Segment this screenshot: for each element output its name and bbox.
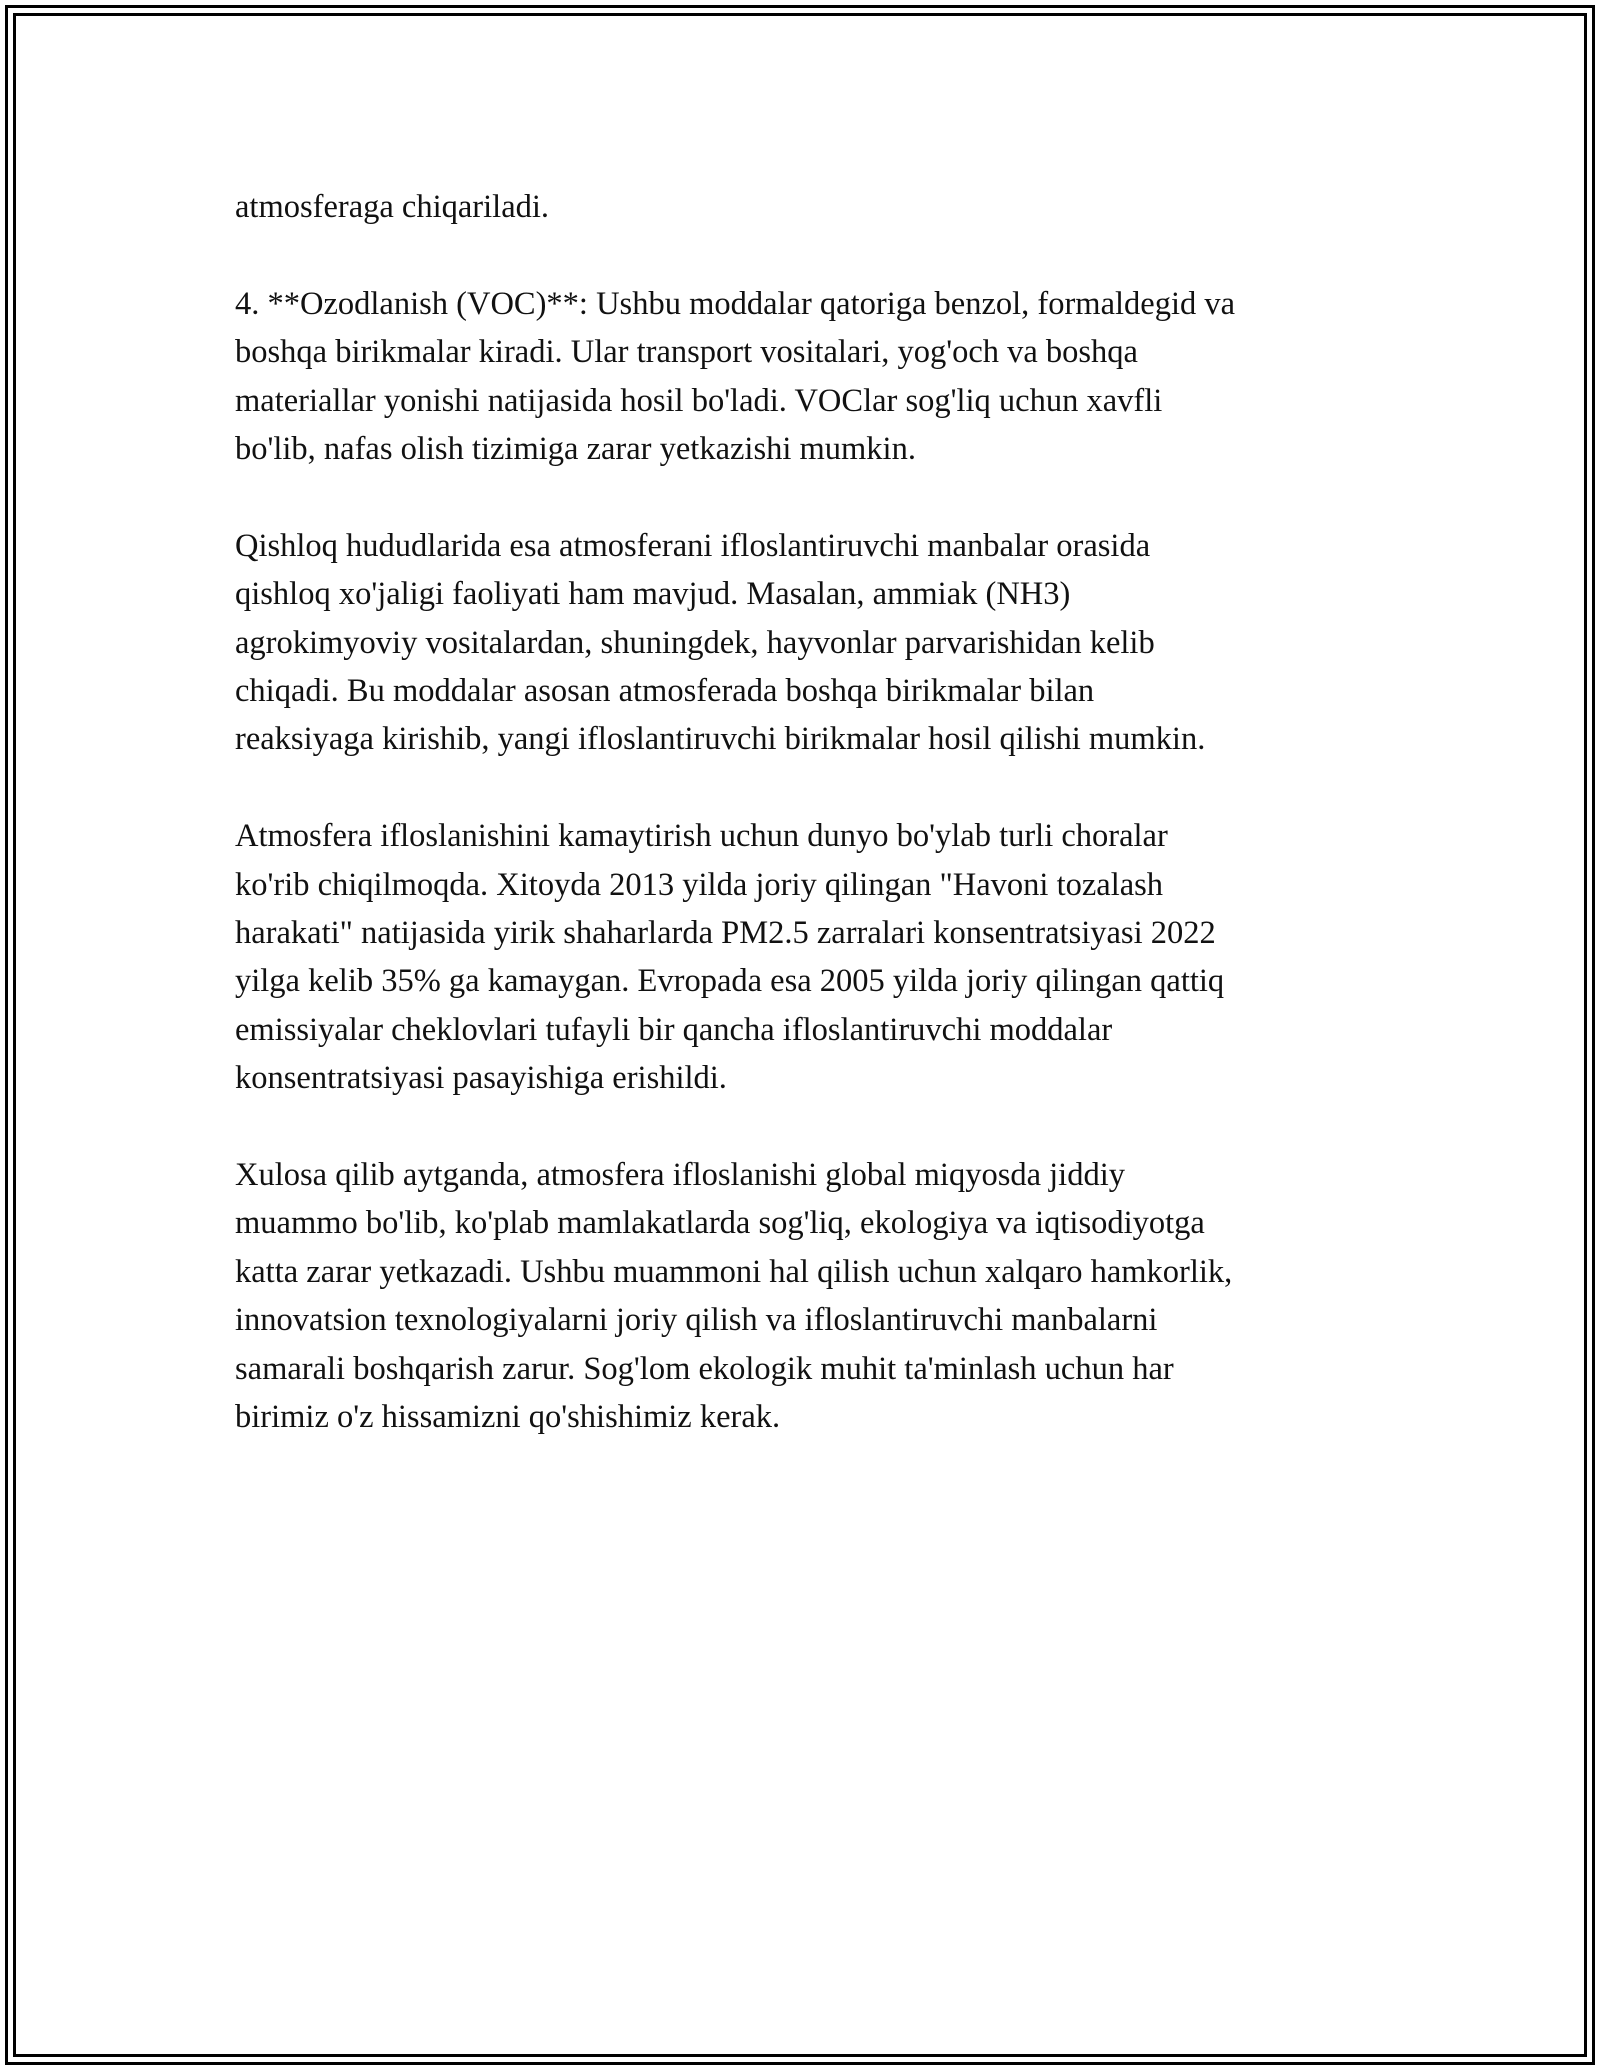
text-line: Xulosa qilib aytganda, atmosfera ifloslanishi global miqyosda jiddiy — [235, 1157, 1125, 1194]
text-line: bo'lib, nafas olish tizimiga zarar yetkazishi mumkin. — [235, 431, 916, 468]
paragraph-continuation — [235, 183, 1375, 231]
text-line: atmosferaga chiqariladi. — [235, 189, 550, 225]
text-line: boshqa birikmalar kiradi. Ular transport vositalari, yog'och va boshqa — [235, 334, 1138, 371]
text-line: 4. **Ozodlanish (VOC)**: Ushbu moddalar qatoriga benzol, formaldegid va — [235, 285, 1236, 322]
text-line: Qishloq hududlarida esa atmosferani ifloslantiruvchi manbalar orasida — [235, 527, 1151, 564]
text-line: materiallar yonishi natijasida hosil bo'ladi. VOClar sog'liq uchun xavfli — [235, 382, 1163, 419]
text-line: ko'rib chiqilmoqda. Xitoyda 2013 yilda joriy qilingan "Havoni tozalash — [235, 866, 1164, 903]
text-line: Atmosfera ifloslanishini kamaytirish uchun dunyo bo'ylab turli choralar — [235, 818, 1168, 855]
paragraph-voc — [235, 280, 1375, 474]
text-line: birimiz o'z hissamizni qo'shishimiz kerak. — [235, 1399, 781, 1436]
text-line: emissiyalar cheklovlari tufayli bir qancha ifloslantiruvchi moddalar — [235, 1011, 1113, 1048]
text-line: qishloq xo'jaligi faoliyati ham mavjud. Masalan, ammiak (NH3) — [235, 576, 1071, 613]
text-line: konsentratsiyasi pasayishiga erishildi. — [235, 1060, 727, 1097]
text-line: chiqadi. Bu moddalar asosan atmosferada boshqa birikmalar bilan — [235, 673, 1095, 710]
text-line: muammo bo'lib, ko'plab mamlakatlarda sog'liq, ekologiya va iqtisodiyotga — [235, 1205, 1205, 1242]
text-line: samarali boshqarish zarur. Sog'lom ekologik muhit ta'minlash uchun har — [235, 1350, 1174, 1387]
text-line: reaksiyaga kirishib, yangi ifloslantiruvchi birikmalar hosil qilishi mumkin. — [235, 721, 1206, 758]
text-line: innovatsion texnologiyalarni joriy qilish va ifloslantiruvchi manbalarni — [235, 1302, 1158, 1339]
text-line: agrokimyoviy vositalardan, shuningdek, hayvonlar parvarishidan kelib — [235, 624, 1155, 661]
document-body — [235, 183, 1375, 1490]
text-line: yilga kelib 35% ga kamaygan. Evropada esa 2005 yilda joriy qilingan qattiq — [235, 963, 1225, 1000]
paragraph-reduction-measures — [235, 812, 1375, 1102]
paragraph-conclusion — [235, 1151, 1375, 1441]
paragraph-rural-sources — [235, 522, 1375, 764]
text-line: harakati" natijasida yirik shaharlarda PM2.5 zarralari konsentratsiyasi 2022 — [235, 915, 1216, 952]
text-line: katta zarar yetkazadi. Ushbu muammoni hal qilish uchun xalqaro hamkorlik, — [235, 1253, 1233, 1290]
